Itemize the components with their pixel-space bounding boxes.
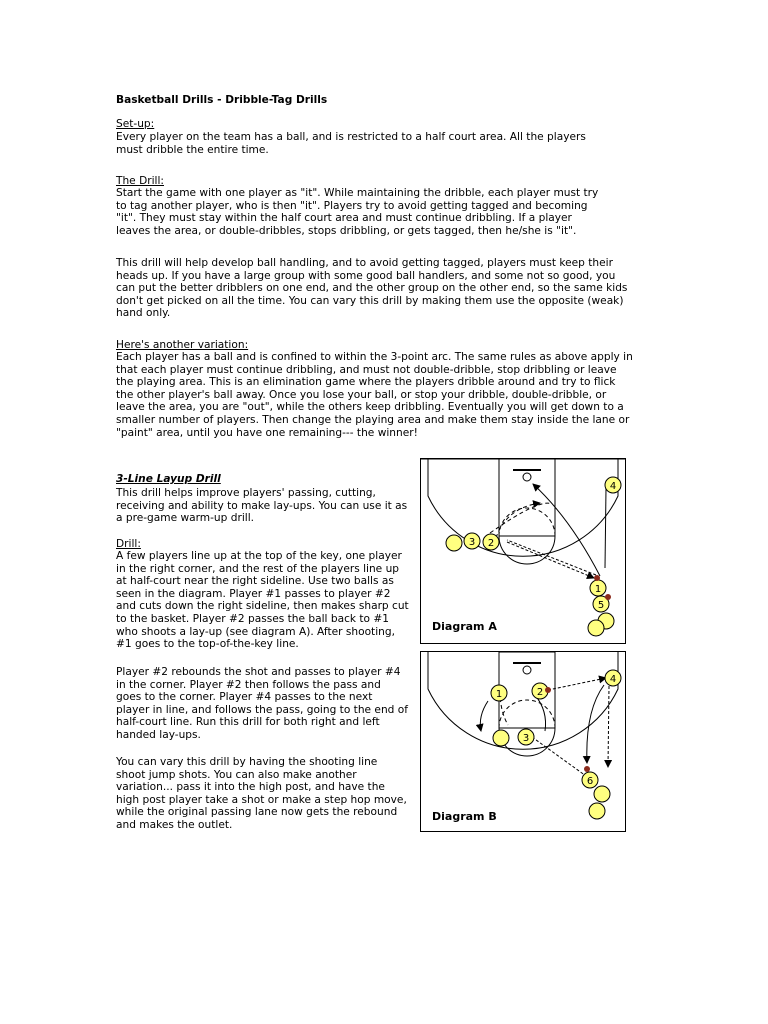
diagram-b-label: Diagram B xyxy=(432,810,497,823)
setup-text: Every player on the team has a ball, and is restricted to a half court area. All the players must dribble the entire time. xyxy=(116,131,586,156)
player-circle xyxy=(589,803,605,819)
variation-text: Each player has a ball and is confined to within the 3-point arc. The same rules as above apply in that each player must continue dribbling, and must not double-dribble, stop dribbling or leave the playing area. This is an elimination game where the players dribble around and try to flick the other player's ball away. Once you lose your ball, or stop your dribble, double-dribble, or leave the area, you are "out", while the others keep dribbling. Eventually you will get down to a smaller number of players. Then change the playing area and make them stay inside the lane or "paint" area, until you have one remaining--- the winner! xyxy=(116,351,633,439)
player-5-label: 5 xyxy=(597,600,605,611)
layup-intro: This drill helps improve players' passing, cutting, receiving and ability to make lay-ups. You can use it as a pre-game warm-up drill. xyxy=(116,487,408,525)
ball-icon xyxy=(594,575,600,581)
diagram-a-label: Diagram A xyxy=(432,620,497,633)
ball-icon xyxy=(605,594,611,600)
layup-drill-text: A few players line up at the top of the key, one player in the right corner, and the rest of the players line up at half-court near the right sideline. Use two balls as seen in the diagram. Player #1 passes to player #2 and cuts down the right sideline, then makes sharp cut to the basket. Player #2 passes the ball back to #1 who shoots a lay-up (see diagram A). After shooting, #1 goes to the top-of-the-key line. xyxy=(116,550,409,651)
layup-drill-heading: Drill: xyxy=(116,538,141,550)
setup-heading: Set-up: xyxy=(116,118,155,130)
diagram-a xyxy=(420,458,627,644)
page-title: Basketball Drills - Dribble-Tag Drills xyxy=(116,94,328,106)
player-circle xyxy=(446,535,462,551)
player-4-label: 4 xyxy=(609,674,617,685)
player-circle xyxy=(588,620,604,636)
player-6-label: 6 xyxy=(586,776,594,787)
player-circle xyxy=(594,786,610,802)
variation-heading: Here's another variation: xyxy=(116,339,249,351)
player-2-label: 2 xyxy=(487,538,495,549)
drill-text: Start the game with one player as "it". While maintaining the dribble, each player must try to tag another player, who is then "it". Players try to avoid getting tagged and becoming "it". They must stay within the half court area and must continue dribbling. If a player leaves the area, or double-dribbles, stops dribbling, or gets tagged, then he/she is "it". xyxy=(116,187,599,237)
player-1-label: 1 xyxy=(594,584,602,595)
layup-paragraph-2: Player #2 rebounds the shot and passes to player #4 in the corner. Player #2 then follows the pass and goes to the corner. Player #4 passes to the next player in line, and follows the pass, going to the end of half-court line. Run this drill for both right and left handed lay-ups. xyxy=(116,666,408,741)
ball-icon xyxy=(584,766,590,772)
player-circle xyxy=(493,730,509,746)
layup-drill-title: 3-Line Layup Drill xyxy=(116,473,221,485)
player-3-label: 3 xyxy=(468,537,476,548)
development-paragraph: This drill will help develop ball handling, and to avoid getting tagged, players must keep their heads up. If you have a large group with some good ball handlers, and some not so good, you can put the better dribblers on one end, and the other group on the other end, so the same kids don't get picked on all the time. You can vary this drill by making them use the opposite (weak) hand only. xyxy=(116,257,628,320)
diagram-b xyxy=(420,651,627,833)
ball-icon xyxy=(545,687,551,693)
player-3-label: 3 xyxy=(522,733,530,744)
layup-paragraph-3: You can vary this drill by having the shooting line shoot jump shots. You can also make another variation... pass it into the high post, and have the high post player take a shot or make a step hop move, while the original passing lane now gets the rebound and makes the outlet. xyxy=(116,756,407,831)
player-4-label: 4 xyxy=(609,481,617,492)
drill-heading: The Drill: xyxy=(116,175,164,187)
player-2-label: 2 xyxy=(536,687,544,698)
player-1-label: 1 xyxy=(495,689,503,700)
